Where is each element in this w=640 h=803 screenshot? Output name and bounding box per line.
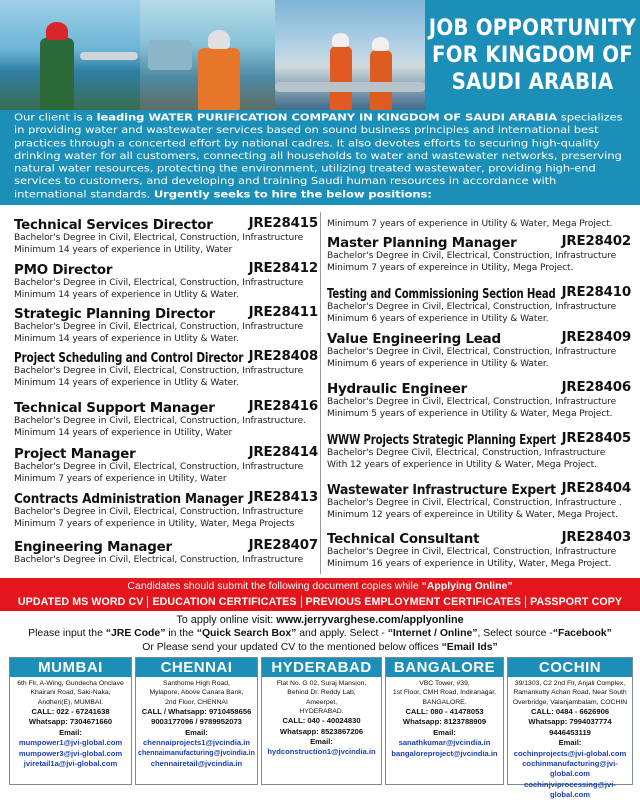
apply-text: in the: [165, 628, 197, 639]
title-line: JOB OPPORTUNITY: [428, 15, 637, 41]
documents-intro-bar: [0, 578, 640, 594]
worker-figure: [330, 46, 352, 110]
apply-email-line: [0, 642, 640, 653]
hard-hat-icon: [372, 37, 389, 51]
job-title: Testing and Commissioning Section Head: [327, 287, 556, 302]
job-title: Contracts Administration Manager: [14, 492, 244, 507]
job-posting: [14, 399, 318, 439]
job-code: JRE28402: [561, 234, 631, 249]
job-code: JRE28403: [561, 530, 631, 545]
apply-visit-line: [0, 614, 640, 626]
worker-photo-2: [140, 0, 275, 110]
office-address-line: VBC Tower, #39,: [419, 680, 470, 687]
job-posting: [327, 234, 631, 274]
intro-paragraph: [14, 111, 628, 201]
worker-figure: [370, 50, 392, 110]
job-requirement: Bachelor's Degree in Civil, Electrical, Construction, Infrastructure: [327, 251, 617, 261]
office-card-cochin: [507, 657, 633, 800]
office-card-hyderabad: [261, 657, 382, 785]
office-address-line: Behind Dr. Reddy Lab,: [287, 689, 356, 697]
worker-figure: [198, 48, 240, 110]
office-address-line: 1st Floor, CMH Road, Indiranagar,: [392, 689, 497, 697]
job-posting: [14, 216, 318, 256]
pipeline: [275, 82, 425, 92]
office-whatsapp: Whatsapp: 7994037774 9446453119: [528, 717, 612, 737]
job-requirement: Minimum 12 years of expereince in Utility & Water, Mega Project.: [327, 510, 618, 520]
document-item: PASSPORT COPY: [530, 596, 623, 608]
job-title: Master Planning Manager: [327, 236, 517, 251]
office-address-line: Flat No. G 02, Suraj Mansion,: [276, 680, 367, 687]
office-city: CHENNAI: [136, 658, 257, 677]
job-requirement: Bachelor's Degree in Civil, Electrical, Construction, Infrastructure: [327, 302, 617, 312]
job-requirement: Minimum 6 years of experience in Utility & Water.: [327, 314, 549, 324]
office-email-link[interactable]: cochinjviprocessing@jvi-global.com: [524, 779, 616, 800]
column-divider: [320, 212, 321, 574]
job-requirement: Minimum 14 years of experience in Utlity & Water.: [14, 378, 239, 388]
job-requirement: Minimum 14 years of experience in Utility, Water: [14, 428, 233, 438]
office-call: CALL: 040 - 40024830: [282, 716, 361, 726]
office-card-mumbai: [9, 657, 132, 785]
office-details: [10, 677, 131, 771]
office-whatsapp: Whatsapp: 8123788909: [402, 717, 487, 727]
job-title: Technical Consultant: [327, 532, 480, 547]
job-requirement: Bachelor's Degree in Civil, Electrical, Construction, Infrastructure: [14, 322, 304, 332]
apply-visit-lead: To apply online visit:: [176, 614, 277, 626]
job-posting: [14, 490, 318, 530]
job-posting: [14, 445, 318, 485]
job-posting: [14, 305, 318, 345]
office-email-label: Email:: [185, 727, 208, 737]
title-line: FOR KINGDOM OF: [432, 42, 633, 68]
job-code: JRE28413: [248, 490, 318, 505]
apply-jre-code: “JRE Code”: [105, 628, 166, 639]
job-requirement: Bachelor's Degree in Civil, Electrical, Construction, Infrastructure: [327, 397, 617, 407]
job-requirement: Minimum 14 years of experience in Utility, Water: [14, 245, 233, 255]
office-details: [136, 677, 257, 771]
office-email-link[interactable]: chennaiprojects1@jvcindia.in: [143, 738, 250, 748]
documents-intro: Candidates should submit the following document copies while: [127, 580, 422, 592]
office-city: BANGALORE: [386, 658, 503, 677]
apply-url-link[interactable]: www.jerryvarghese.com/applyonline: [276, 614, 464, 626]
job-requirement: With 12 years of experience in Utility & Water, Mega Project.: [327, 460, 597, 470]
hard-hat-icon: [46, 22, 68, 40]
divider: [147, 596, 148, 608]
job-title: Value Engineering Lead: [327, 332, 501, 347]
job-requirement: Bachelor's Degree in Civil, Electrical, Construction, Infrastructure: [14, 233, 304, 243]
apply-text: and apply. Select -: [296, 628, 388, 639]
job-code: JRE28411: [248, 305, 318, 320]
office-card-chennai: [135, 657, 258, 785]
office-address-line: Mylapore, Above Canara Bank,: [149, 689, 244, 697]
intro-body: specializes in providing water and wastewater services based on sound business principles and international best practices through a concerted effort by national cadres. It also devotes efforts to securing high-quality drinking water for all customers, connecting all households to water and wastewater networks, preserving natural water resources, protecting the environment, utilizing treated wastewater, providing high-end services to customers, and developing and training Saudi human resources in accordance with international standards.: [14, 111, 623, 200]
office-email-link[interactable]: mumpower3@jvi-global.com: [18, 748, 123, 758]
job-requirement: Minimum 16 years of experience in Utility, Water, Mega Project.: [327, 559, 612, 569]
job-code: JRE28405: [561, 431, 631, 446]
divider: [301, 596, 302, 608]
job-requirement: Bachelor's Degree in Civil, Electrical, Construction, Infrastructure: [14, 555, 304, 565]
office-details: [508, 677, 632, 803]
title-box: [425, 0, 640, 110]
job-title: Strategic Planning Director: [14, 307, 215, 322]
office-address-line: Khairani Road, Saki-Naka,: [30, 689, 111, 697]
office-email-link[interactable]: hydconstruction1@jvcindia.in: [267, 747, 376, 757]
job-requirement: Bachelor's Degree in Civil, Electrical, Construction, Infrastructure: [327, 347, 617, 357]
job-posting: [327, 285, 631, 325]
job-code: JRE28410: [561, 285, 631, 300]
documents-list-bar: [0, 594, 640, 611]
office-email-label: Email:: [558, 738, 582, 748]
job-code: JRE28409: [561, 330, 631, 345]
hard-hat-icon: [332, 33, 349, 47]
job-requirement: Bachelor's Degree in Civil, Electrical, Construction, Infrastructure.: [14, 416, 306, 426]
document-item: EDUCATION CERTIFICATES: [152, 596, 297, 608]
intro-bold: leading WATER PURIFICATION COMPANY IN KINGDOM OF SAUDI ARABIA: [96, 111, 558, 123]
job-title: Hydraulic Engineer: [327, 382, 468, 397]
office-email-link[interactable]: chennairetail@jvcindia.in: [150, 758, 243, 768]
office-whatsapp: Whatsapp: 8523867206: [279, 726, 364, 736]
office-whatsapp: Whatsapp: 7304671660: [28, 717, 113, 727]
office-email-link[interactable]: mumpower1@jvi-global.com: [18, 738, 123, 748]
office-address-line: BANGALORE.: [422, 698, 467, 706]
office-address-line: Overbridge, Valanjambalam, COCHIN: [512, 698, 628, 706]
job-posting: [327, 530, 631, 570]
title-line: SAUDI ARABIA: [451, 69, 614, 95]
office-address-line: Ameerpet,: [305, 698, 338, 706]
office-address-line: 39/1303, C2 2nd Flr, Anjali Complex,: [514, 680, 626, 687]
hard-hat-icon: [208, 30, 230, 49]
job-requirement: Minimum 6 years of experience in Utility & Water.: [327, 359, 549, 369]
document-item: PREVIOUS EMPLOYMENT CERTIFICATES: [305, 596, 522, 608]
job-requirement: Minimum 7 years of expereince in Utility, Mega Project.: [327, 263, 574, 273]
job-title: Project Manager: [14, 447, 136, 462]
job-title: Project Scheduling and Control Director: [14, 351, 244, 366]
office-address-line: Andheri(E), MUMBAI.: [37, 698, 104, 706]
offices-row: [9, 657, 633, 800]
job-code: JRE28408: [248, 349, 318, 364]
apply-text: Or Please send your updated CV to the mentioned below offices: [142, 642, 442, 653]
office-address-line: 6th Flr, A-Wing, Gundecha Onclave: [17, 680, 124, 687]
apply-instructions-line: [0, 628, 640, 639]
office-address-line: 2nd Floor, CHENNAI: [165, 698, 228, 706]
job-code: JRE28414: [248, 445, 318, 460]
job-posting: [327, 481, 631, 521]
job-requirement: Bachelor's Degree in Civil, Electrical, Construction, Infrastructure: [14, 278, 304, 288]
office-email-label: Email:: [433, 727, 456, 737]
office-call: CALL: 022 - 67241638: [31, 706, 110, 716]
intro-cta: Urgently seeks to hire the below positions:: [153, 188, 432, 200]
job-carry-line: Minimum 7 years of experience in Utility & Water, Mega Project.: [327, 219, 613, 229]
job-code: JRE28416: [248, 399, 318, 414]
office-email-label: Email:: [59, 727, 82, 737]
job-requirement: Minimum 14 years of experience in Utlity & Water.: [14, 290, 239, 300]
job-requirement: Bachelor's Degree in Civil, Electrical, Construction, Infrastructure: [14, 507, 304, 517]
job-posting: [14, 538, 318, 566]
job-requirement: Bachelor's Degree Civil, Electrical, Construction, Infrastructure: [327, 448, 606, 458]
job-code: JRE28404: [561, 481, 631, 496]
office-city: COCHIN: [508, 658, 632, 677]
worker-photo-1: [0, 0, 140, 110]
office-email-link[interactable]: cochinprojects@jvi-global.com: [513, 748, 627, 758]
office-email-link[interactable]: chennaimanufacturing@jvcindia.in: [138, 749, 255, 757]
worker-figure: [40, 38, 74, 110]
job-requirement: Bachelor's Degree in Civil, Electrical, Construction, Infrastructure: [327, 547, 617, 557]
apply-facebook: “Facebook”: [552, 628, 612, 639]
job-title: Engineering Manager: [14, 540, 172, 555]
office-city: HYDERABAD: [262, 658, 381, 677]
documents-intro-bold: “Applying Online”: [421, 580, 513, 592]
header-banner: [0, 0, 640, 205]
apply-quick-search: “Quick Search Box”: [196, 628, 297, 639]
office-city: MUMBAI: [10, 658, 131, 677]
office-address-line: Santhome High Road,: [163, 680, 230, 687]
job-code: JRE28407: [248, 538, 318, 553]
job-posting: [327, 431, 631, 471]
job-title: PMO Director: [14, 263, 113, 278]
apply-text: , Select source -: [477, 628, 553, 639]
office-call: CALL / Whatsapp: 9710458656: [141, 706, 252, 716]
apply-email-ids: “Email Ids”: [441, 642, 498, 653]
job-requirement: Bachelor's Degree in Civil, Electrical, Construction, Infrastructure .: [327, 498, 622, 508]
office-whatsapp: 9003177096 / 9789952073: [151, 717, 242, 727]
job-requirement: Minimum 14 years of experience in Utlity & Water.: [14, 334, 239, 344]
job-code: JRE28412: [248, 261, 318, 276]
office-email-link[interactable]: jviretail1a@jvi-global.com: [23, 758, 118, 768]
office-details: [386, 677, 503, 761]
office-card-bangalore: [385, 657, 504, 785]
office-email-link[interactable]: bangaloreproject@jvcindia.in: [391, 748, 498, 758]
office-address-line: HYDERABAD.: [299, 707, 344, 715]
job-requirement: Bachelor's Degree in Civil, Electrical, Construction, Infrastructure: [14, 366, 304, 376]
job-posting: [327, 380, 631, 420]
document-item: UPDATED MS WORD CV: [17, 596, 144, 608]
intro-lead: Our client is a: [14, 111, 97, 123]
railing: [80, 52, 138, 60]
office-email-link[interactable]: sanathkumar@jvcindia.in: [398, 738, 491, 748]
job-requirement: Bachelor's Degree in Civil, Electrical, Construction, Infrastructure: [14, 462, 304, 472]
office-call: CALL: 0484 - 6626906: [530, 706, 610, 716]
job-requirement: Minimum 7 years of experience in Utility, Water: [14, 474, 227, 484]
job-title: Technical Services Director: [14, 218, 213, 233]
job-title: Technical Support Manager: [14, 401, 215, 416]
worker-photo-3: [275, 0, 425, 110]
job-title: WWW Projects Strategic Planning Expert: [327, 433, 556, 448]
job-requirement: Minimum 7 years of experience in Utility, Water, Mega Projects: [14, 519, 295, 529]
job-code: JRE28415: [248, 216, 318, 231]
job-posting: [14, 261, 318, 301]
job-posting: [14, 349, 318, 389]
job-posting: [327, 330, 631, 370]
office-address-line: Ramankutty Achan Road, Near South: [513, 689, 627, 697]
water-tank: [148, 40, 192, 70]
office-email-label: Email:: [310, 737, 333, 746]
job-title: Wastewater Infrastructure Expert: [327, 483, 556, 498]
job-requirement: Minimum 5 years of experience in Utility & Water, Mega Project.: [327, 409, 613, 419]
apply-internet-online: “Internet / Online”: [387, 628, 478, 639]
apply-text: Please input the: [28, 628, 106, 639]
header-photos: [0, 0, 425, 110]
job-code: JRE28406: [561, 380, 631, 395]
divider: [525, 596, 526, 608]
office-email-link[interactable]: cochinmanufacturing@jvi-global.com: [522, 758, 618, 779]
office-call: CALL: 080 - 41478053: [405, 706, 484, 716]
office-details: [262, 677, 381, 760]
